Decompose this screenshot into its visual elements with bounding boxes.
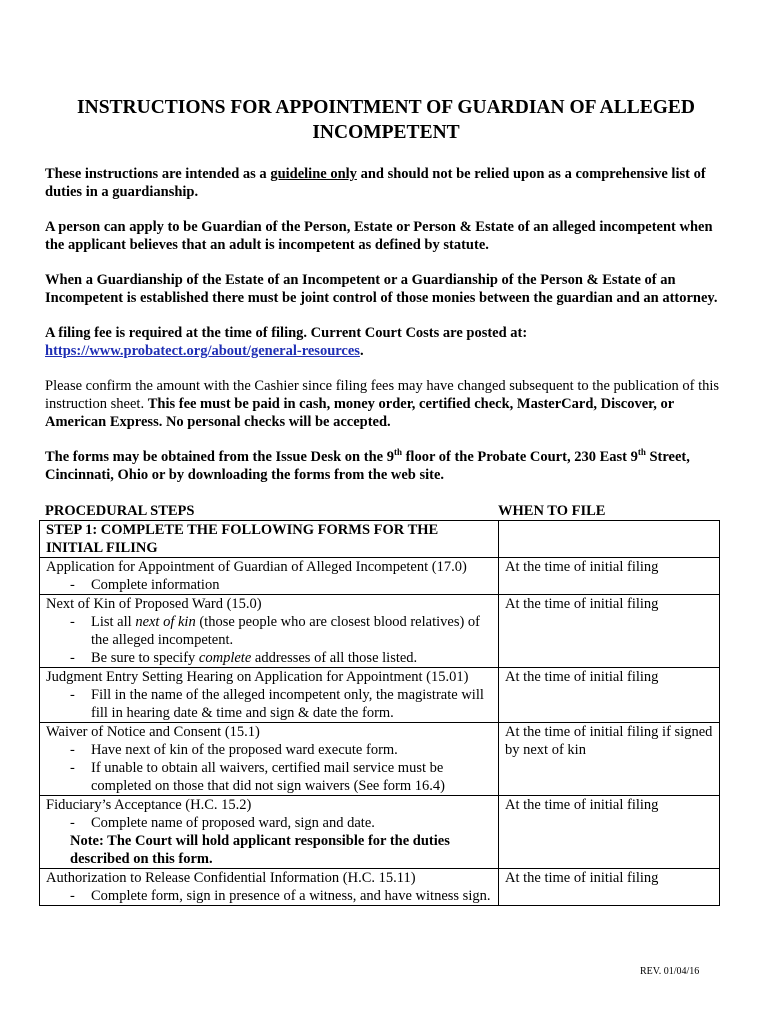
- court-note: Note: The Court will hold applicant responsible for the duties described on this form.: [70, 833, 450, 867]
- table-row: [40, 668, 720, 723]
- form-name: Application for Appointment of Guardian of Alleged Incompetent (17.0): [46, 559, 467, 575]
- form-name: Fiduciary’s Acceptance (H.C. 15.2): [46, 797, 252, 813]
- step1-heading: STEP 1: COMPLETE THE FOLLOWING FORMS FOR THE INITIAL FILING: [40, 521, 499, 558]
- intro-who-can-apply: A person can apply to be Guardian of the Person, Estate or Person & Estate of an alleged incompetent when the applicant believes that an adult is incompetent as defined by statute.: [45, 219, 713, 253]
- table-column-headers: [45, 502, 727, 520]
- document-title: INSTRUCTIONS FOR APPOINTMENT OF GUARDIAN OF ALLEGED INCOMPETENT: [77, 97, 695, 143]
- when-to-file: At the time of initial filing: [499, 595, 720, 668]
- instruction-item: - If unable to obtain all waivers, certified mail service must be completed on those that did not sign waivers (See form 16.4): [70, 759, 492, 795]
- guideline-only-emphasis: guideline only: [270, 166, 357, 182]
- intro-joint-control: When a Guardianship of the Estate of an Incompetent or a Guardianship of the Person & Estate of an Incompetent is established there must be joint control of those monies between the guardian and an attorney.: [45, 272, 718, 306]
- table-row: [40, 869, 720, 906]
- when-to-file: At the time of initial filing: [499, 668, 720, 723]
- intro-guideline: These instructions are intended as a guideline only and should not be relied upon as a comprehensive list of duties in a guardianship.: [45, 166, 706, 200]
- procedure-table: [39, 520, 720, 906]
- document-page: [45, 95, 727, 906]
- form-name: Authorization to Release Confidential Information (H.C. 15.11): [46, 870, 416, 886]
- table-row: [40, 796, 720, 869]
- court-costs-link[interactable]: https://www.probatect.org/about/general-resources: [45, 343, 360, 359]
- when-to-file: At the time of initial filing: [499, 558, 720, 595]
- header-procedural-steps: PROCEDURAL STEPS: [45, 503, 195, 519]
- instruction-item: - Be sure to specify complete addresses of all those listed.: [70, 649, 492, 667]
- instruction-item: - Have next of kin of the proposed ward execute form.: [70, 741, 492, 759]
- when-to-file: At the time of initial filing if signed by next of kin: [499, 723, 720, 796]
- instruction-item: - Complete name of proposed ward, sign and date.: [70, 814, 492, 832]
- instruction-item: - Complete information: [70, 576, 492, 594]
- intro-filing-fee: A filing fee is required at the time of filing. Current Court Costs are posted at: https://www.probatect.org/about/general-resources.: [45, 325, 528, 359]
- form-name: Judgment Entry Setting Hearing on Application for Appointment (15.01): [46, 669, 469, 685]
- header-when-to-file: WHEN TO FILE: [498, 503, 606, 519]
- step1-when: [499, 521, 720, 558]
- table-row: [40, 595, 720, 668]
- intro-forms-location: The forms may be obtained from the Issue Desk on the 9th floor of the Probate Court, 230 East 9th Street, Cincinnati, Ohio or by downloading the forms from the web site.: [45, 447, 690, 483]
- revision-date: REV. 01/04/16: [640, 966, 700, 977]
- intro-payment: Please confirm the amount with the Cashier since filing fees may have changed subsequent to the publication of this instruction sheet. This fee must be paid in cash, money order, certified check, MasterCard, Discover, or American Express. No personal checks will be accepted.: [45, 378, 720, 430]
- table-row: [40, 521, 720, 558]
- instruction-item: - Fill in the name of the alleged incompetent only, the magistrate will fill in hearing date & time and sign & date the form.: [70, 686, 492, 722]
- when-to-file: At the time of initial filing: [499, 869, 720, 906]
- instruction-item: - Complete form, sign in presence of a witness, and have witness sign.: [70, 887, 492, 905]
- table-row: [40, 723, 720, 796]
- instruction-item: - List all next of kin (those people who are closest blood relatives) of the alleged incompetent.: [70, 613, 492, 649]
- form-name: Waiver of Notice and Consent (15.1): [46, 724, 260, 740]
- form-name: Next of Kin of Proposed Ward (15.0): [46, 596, 262, 612]
- when-to-file: At the time of initial filing: [499, 796, 720, 869]
- table-row: [40, 558, 720, 595]
